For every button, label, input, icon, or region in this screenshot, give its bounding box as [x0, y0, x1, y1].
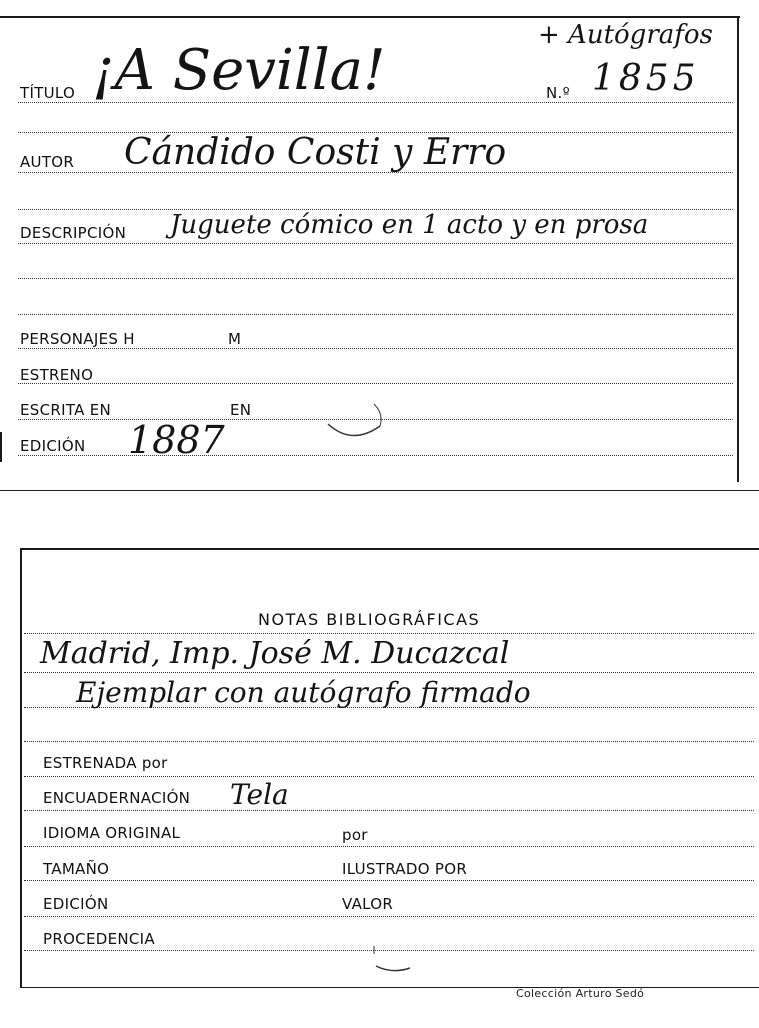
titulo-value: ¡A Sevilla!	[92, 38, 386, 103]
rule	[18, 383, 733, 384]
card-front-right-border	[737, 16, 739, 482]
rule	[18, 314, 733, 315]
edicion-label: EDICIÓN	[20, 437, 86, 455]
punch-hole-mark	[370, 928, 418, 976]
note-line-2: Ejemplar con autógrafo firmado	[76, 676, 531, 709]
encuadernacion-value: Tela	[230, 778, 289, 811]
rule	[24, 741, 754, 742]
punch-hole-mark	[322, 396, 386, 444]
card-front-top-border	[0, 16, 740, 18]
card-back-bottom-border	[20, 987, 759, 988]
numero-label: N.º	[546, 84, 570, 102]
rule	[18, 455, 733, 456]
personajes-m-label: M	[228, 330, 242, 348]
por-label: por	[342, 826, 368, 844]
valor-label: VALOR	[342, 895, 394, 913]
idioma-original-label: IDIOMA ORIGINAL	[43, 824, 181, 842]
escrita-en-label: ESCRITA EN	[20, 401, 112, 419]
annotation-autografos: + Autógrafos	[538, 20, 713, 50]
rule	[24, 810, 754, 811]
rule	[24, 880, 754, 881]
rule	[24, 776, 754, 777]
personajes-h-label: PERSONAJES H	[20, 330, 135, 348]
notas-heading: NOTAS BIBLIOGRÁFICAS	[258, 610, 481, 629]
card-back-top-border	[20, 548, 759, 550]
edicion-back-label: EDICIÓN	[43, 895, 109, 913]
autor-label: AUTOR	[20, 153, 75, 171]
rule	[24, 916, 754, 917]
procedencia-label: PROCEDENCIA	[43, 930, 155, 948]
note-line-1: Madrid, Imp. José M. Ducazcal	[40, 636, 510, 671]
rule	[18, 278, 733, 279]
rule	[24, 633, 754, 634]
rule	[18, 348, 733, 349]
autor-value: Cándido Costi y Erro	[124, 132, 507, 173]
ilustrado-por-label: ILUSTRADO POR	[342, 860, 468, 878]
rule	[18, 243, 733, 244]
rule	[24, 846, 754, 847]
card-front-left-mark	[0, 432, 2, 462]
card-front-bottom-border	[0, 490, 759, 491]
tamano-label: TAMAÑO	[43, 860, 110, 878]
descripcion-value: Juguete cómico en 1 acto y en prosa	[170, 210, 649, 240]
edicion-value: 1887	[128, 418, 225, 462]
card-back-left-border	[20, 548, 22, 988]
en-label: EN	[230, 401, 252, 419]
numero-value: 1855	[592, 58, 700, 99]
encuadernacion-label: ENCUADERNACIÓN	[43, 789, 191, 807]
rule	[24, 672, 754, 673]
collection-stamp: Colección Arturo Sedó	[516, 987, 645, 1000]
estrenada-por-label: ESTRENADA por	[43, 754, 168, 772]
titulo-label: TÍTULO	[20, 84, 76, 102]
descripcion-label: DESCRIPCIÓN	[20, 224, 127, 242]
estreno-label: ESTRENO	[20, 366, 94, 384]
